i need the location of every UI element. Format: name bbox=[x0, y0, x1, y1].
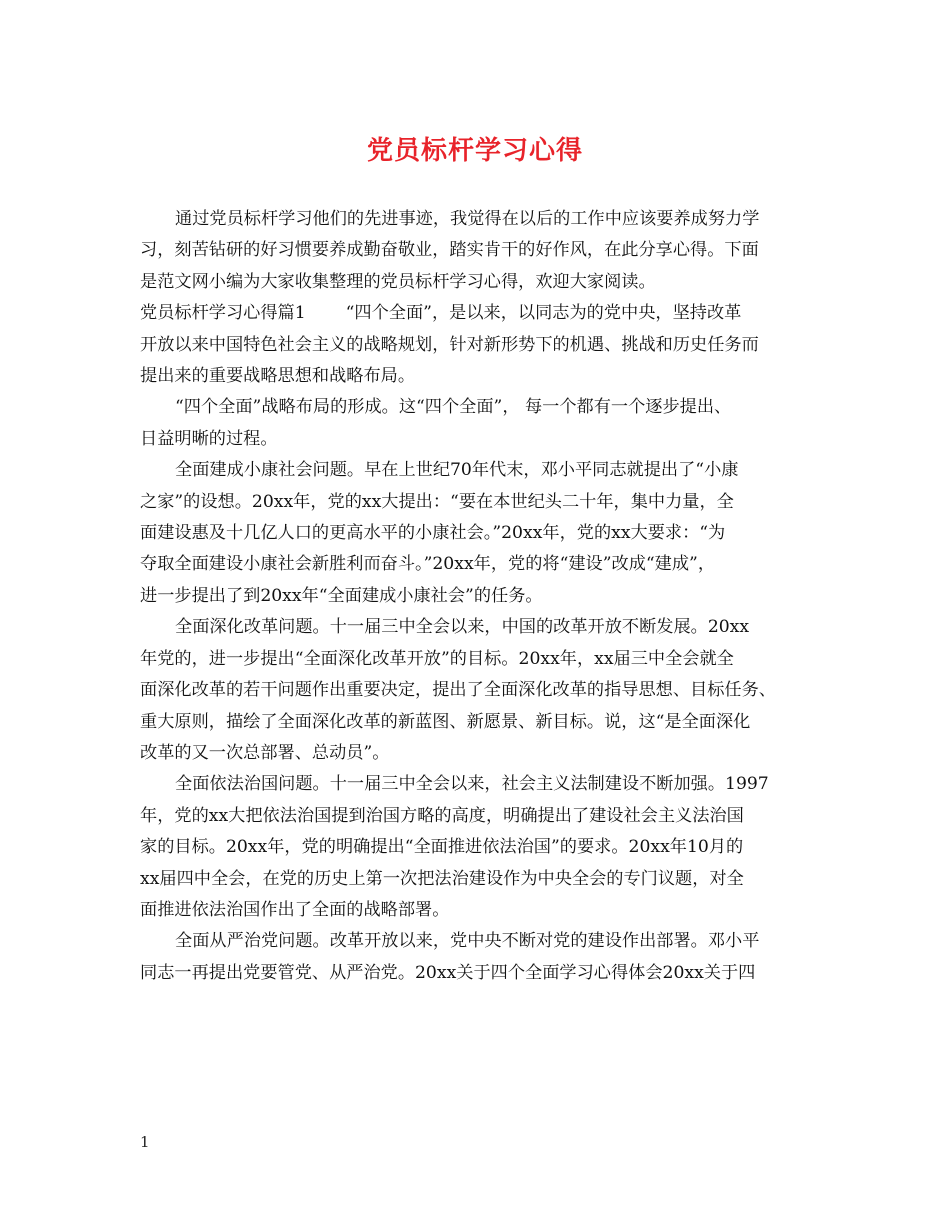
document-title: 党员标杆学习心得 bbox=[366, 136, 583, 166]
body-line: 进一步提出了到20xx年“全面建成小康社会”的任务。 bbox=[140, 585, 543, 606]
body-line: 面推进依法治国作出了全面的战略部署。 bbox=[140, 899, 450, 920]
body-line: 全面建成小康社会问题。早在上世纪70年代末，邓小平同志就提出了“小康 bbox=[175, 460, 739, 481]
body-line: 全面从严治党问题。改革开放以来，党中央不断对党的建设作出部署。邓小平 bbox=[175, 931, 760, 952]
body-line: 改革的又一次总部署、总动员”。 bbox=[140, 742, 390, 763]
document-body bbox=[140, 204, 818, 989]
section-heading-line bbox=[140, 298, 818, 329]
body-line: 年，党的xx大把依法治国提到治国方略的高度，明确提出了建设社会主义法治国 bbox=[140, 805, 744, 826]
body-line: 同志一再提出党要管党、从严治党。20xx关于四个全面学习心得体会20xx关于四 bbox=[140, 962, 756, 983]
body-line: 通过党员标杆学习他们的先进事迹，我觉得在以后的工作中应该要养成努力学 bbox=[175, 209, 760, 229]
body-line: 提出来的重要战略思想和战略布局。 bbox=[140, 366, 416, 387]
body-line: 家的目标。20xx年，党的明确提出“全面推进依法治国”的要求。20xx年10月的 bbox=[140, 837, 744, 858]
body-line: 日益明晰的过程。 bbox=[140, 428, 278, 449]
body-line: 开放以来中国特色社会主义的战略规划，针对新形势下的机遇、挑战和历史任务而 bbox=[140, 334, 759, 355]
body-line: 是范文网小编为大家收集整理的党员标杆学习心得，欢迎大家阅读。 bbox=[140, 271, 656, 292]
body-line: “四个全面”战略布局的形成。这“四个全面”， 每一个都有一个逐步提出、 bbox=[175, 397, 732, 418]
body-line: 之家”的设想。20xx年，党的xx大提出：“要在本世纪头二十年，集中力量，全 bbox=[140, 491, 734, 512]
section-heading: 党员标杆学习心得篇1 bbox=[140, 303, 306, 324]
body-line: 重大原则，描绘了全面深化改革的新蓝图、新愿景、新目标。说，这“是全面深化 bbox=[140, 711, 751, 732]
body-line: xx届四中全会，在党的历史上第一次把法治建设作为中央全会的专门议题，对全 bbox=[140, 868, 744, 889]
body-line: 面建设惠及十几亿人口的更高水平的小康社会。”20xx年，党的xx大要求：“为 bbox=[140, 523, 726, 544]
body-line: 夺取全面建设小康社会新胜利而奋斗。”20xx年，党的将“建设”改成“建成”， bbox=[140, 554, 716, 575]
body-line: 习，刻苦钻研的好习惯要养成勤奋敬业，踏实肯干的好作风，在此分享心得。下面 bbox=[140, 240, 759, 261]
body-line: 全面依法治国问题。十一届三中全会以来，社会主义法制建设不断加强。1997 bbox=[175, 774, 769, 795]
body-line: “四个全面”，是以来，以同志为的党中央，坚持改革 bbox=[345, 303, 742, 324]
body-line: 全面深化改革问题。十一届三中全会以来，中国的改革开放不断发展。20xx bbox=[175, 617, 750, 638]
body-line: 年党的，进一步提出“全面深化改革开放”的目标。20xx年，xx届三中全会就全 bbox=[140, 648, 734, 669]
page-number: 1 bbox=[140, 1133, 150, 1151]
body-line: 面深化改革的若干问题作出重要决定，提出了全面深化改革的指导思想、目标任务、 bbox=[140, 680, 776, 701]
